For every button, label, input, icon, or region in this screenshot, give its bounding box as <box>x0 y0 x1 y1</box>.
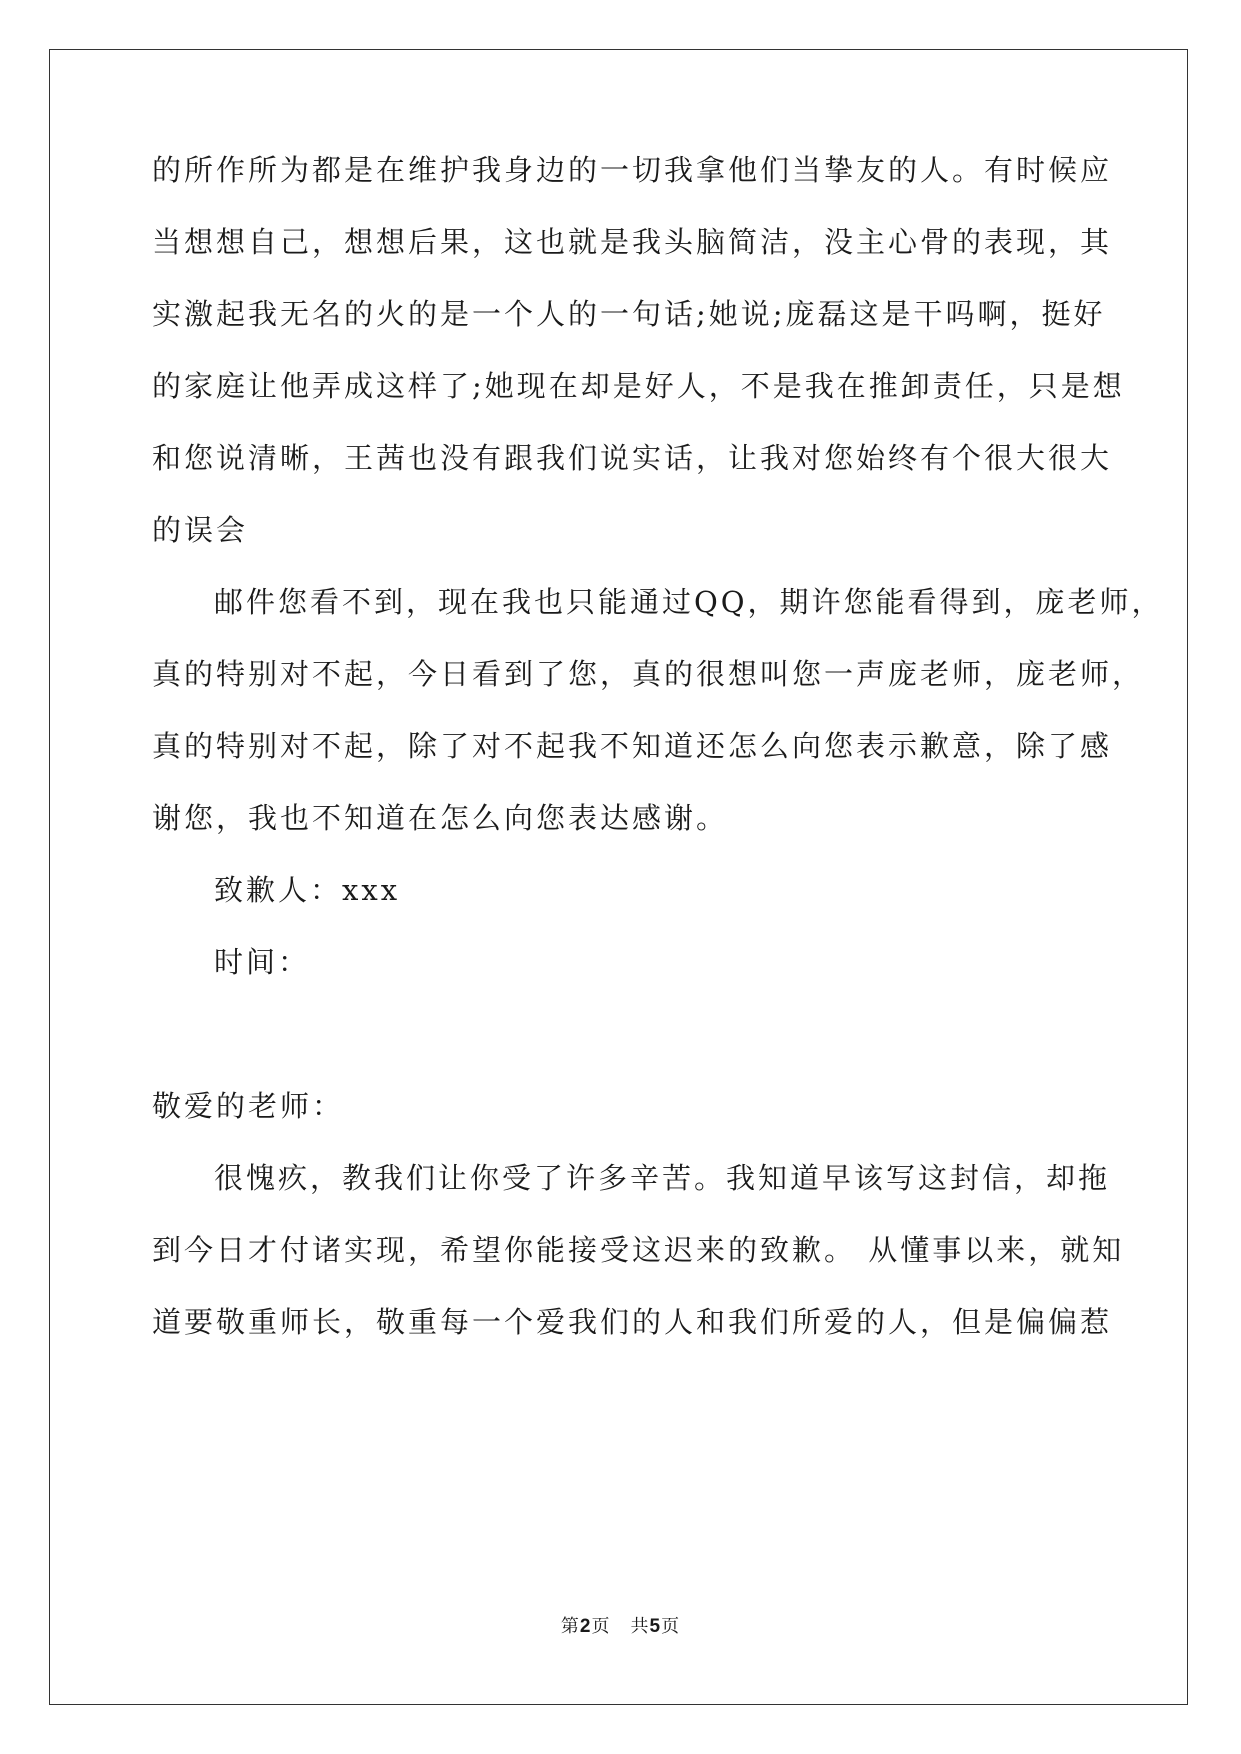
footer-prefix: 第 <box>560 1616 580 1637</box>
footer-page-suffix: 页 <box>591 1616 611 1637</box>
signature-line: 致歉人：xxx <box>214 873 401 907</box>
footer-total-suffix: 页 <box>661 1616 681 1637</box>
body-line: 真的特别对不起，今日看到了您，真的很想叫您一声庞老师，庞老师， <box>152 657 1145 691</box>
current-page-number: 2 <box>579 1616 592 1637</box>
body-line: 实激起我无名的火的是一个人的一句话;她说;庞磊这是干吗啊，挺好 <box>152 297 1106 331</box>
total-page-number: 5 <box>649 1616 662 1637</box>
body-line: 道要敬重师长，敬重每一个爱我们的人和我们所爱的人，但是偏偏惹 <box>152 1305 1113 1339</box>
body-line: 和您说清晰，王茜也没有跟我们说实话，让我对您始终有个很大很大 <box>152 441 1113 475</box>
footer-total-prefix: 共 <box>630 1616 650 1637</box>
body-line: 谢您，我也不知道在怎么向您表达感谢。 <box>152 801 729 835</box>
page-footer <box>0 1612 1241 1638</box>
body-line: 邮件您看不到，现在我也只能通过QQ，期许您能看得到，庞老师， <box>214 585 1164 619</box>
body-line: 当想想自己，想想后果，这也就是我头脑简洁，没主心骨的表现，其 <box>152 225 1113 259</box>
body-line: 很愧疚，教我们让你受了许多辛苦。我知道早该写这封信，却拖 <box>214 1161 1111 1195</box>
body-line: 的家庭让他弄成这样了;她现在却是好人，不是我在推卸责任，只是想 <box>152 369 1125 403</box>
date-line: 时间： <box>214 945 311 979</box>
salutation: 敬爱的老师： <box>152 1089 345 1123</box>
body-line: 的所作所为都是在维护我身边的一切我拿他们当挚友的人。有时候应 <box>152 153 1113 187</box>
body-line: 的误会 <box>152 513 249 547</box>
body-line: 真的特别对不起，除了对不起我不知道还怎么向您表示歉意，除了感 <box>152 729 1113 763</box>
body-line: 到今日才付诸实现，希望你能接受这迟来的致歉。 从懂事以来，就知 <box>152 1233 1125 1267</box>
